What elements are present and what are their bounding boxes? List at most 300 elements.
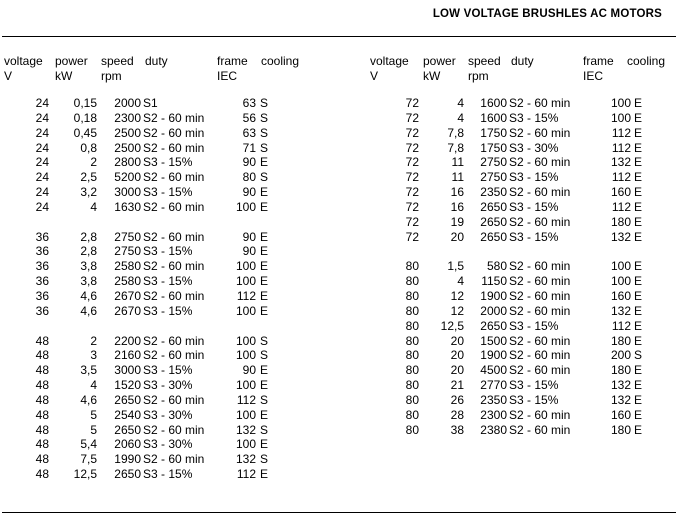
cooling-cell: E bbox=[260, 155, 269, 170]
duty-cell: S2 - 60 min bbox=[143, 333, 205, 348]
power-cell: 2 bbox=[90, 155, 97, 170]
voltage-cell: 72 bbox=[405, 170, 419, 185]
speed-cell: 2670 bbox=[114, 303, 141, 318]
power-cell: 12 bbox=[450, 288, 464, 303]
voltage-cell: 72 bbox=[405, 185, 419, 200]
speed-cell: 4500 bbox=[480, 363, 507, 378]
power-cell: 0,45 bbox=[73, 125, 97, 140]
speed-cell: 1990 bbox=[114, 452, 141, 467]
duty-cell: S2 - 60 min bbox=[509, 348, 571, 363]
table-row bbox=[366, 215, 681, 230]
cooling-cell: S bbox=[260, 140, 269, 155]
frame-cell: 100 bbox=[235, 333, 256, 348]
voltage-cell: 36 bbox=[35, 274, 49, 289]
voltage-cell: 72 bbox=[405, 110, 419, 125]
table-row bbox=[366, 393, 681, 408]
table-row bbox=[0, 155, 330, 170]
table-row bbox=[366, 274, 681, 289]
power-cell: 2,5 bbox=[80, 170, 97, 185]
voltage-cell: 72 bbox=[405, 199, 419, 214]
cooling-cell: S bbox=[260, 392, 269, 407]
frame-cell: 112 bbox=[236, 288, 256, 303]
table-row bbox=[0, 274, 330, 289]
table-row bbox=[0, 170, 330, 185]
voltage-cell: 48 bbox=[35, 333, 49, 348]
frame-cell: 132 bbox=[235, 452, 256, 467]
table-row bbox=[366, 363, 681, 378]
cooling-cell: E bbox=[260, 378, 269, 393]
table-row bbox=[0, 185, 330, 200]
voltage-cell: 48 bbox=[35, 378, 49, 393]
voltage-cell: 48 bbox=[35, 407, 49, 422]
voltage-cell: 80 bbox=[405, 363, 419, 378]
duty-cell: S3 - 30% bbox=[143, 407, 193, 422]
cooling-cell: E bbox=[260, 467, 269, 482]
voltage-cell: 80 bbox=[405, 407, 419, 422]
power-cell: 7,8 bbox=[447, 125, 464, 140]
cooling-cell: E bbox=[634, 303, 643, 318]
speed-cell: 2580 bbox=[114, 259, 141, 274]
table-row bbox=[0, 467, 330, 482]
cooling-cell: E bbox=[634, 407, 643, 422]
frame-cell: 100 bbox=[235, 348, 256, 363]
header-cooling: cooling bbox=[627, 54, 666, 68]
duty-cell: S3 - 15% bbox=[509, 170, 559, 185]
power-cell: 7,5 bbox=[80, 452, 97, 467]
speed-cell: 1630 bbox=[114, 199, 141, 214]
power-cell: 20 bbox=[450, 333, 464, 348]
power-cell: 5,4 bbox=[80, 437, 97, 452]
voltage-cell: 36 bbox=[35, 244, 49, 259]
duty-cell: S2 - 60 min bbox=[509, 125, 571, 140]
voltage-cell: 24 bbox=[35, 185, 49, 200]
power-cell: 20 bbox=[450, 348, 464, 363]
table-row bbox=[0, 111, 330, 126]
power-cell: 2,8 bbox=[80, 244, 97, 259]
cooling-cell: S bbox=[260, 422, 269, 437]
frame-cell: 100 bbox=[235, 274, 256, 289]
table-row bbox=[366, 423, 681, 438]
voltage-cell: 72 bbox=[405, 155, 419, 170]
speed-cell: 2540 bbox=[114, 407, 141, 422]
speed-cell: 2650 bbox=[480, 214, 507, 229]
speed-cell: 580 bbox=[486, 259, 507, 274]
cooling-cell: E bbox=[260, 185, 269, 200]
table-row bbox=[366, 126, 681, 141]
speed-cell: 2750 bbox=[480, 170, 507, 185]
frame-cell: 180 bbox=[610, 333, 631, 348]
duty-cell: S1 bbox=[143, 96, 158, 110]
power-cell: 4 bbox=[90, 378, 97, 393]
duty-cell: S2 - 60 min bbox=[143, 110, 205, 125]
cooling-cell: E bbox=[634, 140, 643, 155]
header-frame: frame IEC bbox=[217, 54, 248, 83]
table-row bbox=[0, 378, 330, 393]
table-row bbox=[0, 452, 330, 467]
cooling-cell: E bbox=[634, 274, 643, 289]
duty-cell: S2 - 60 min bbox=[509, 407, 571, 422]
table-row bbox=[366, 378, 681, 393]
frame-cell: 132 bbox=[610, 155, 631, 170]
speed-cell: 2300 bbox=[114, 110, 141, 125]
cooling-cell: E bbox=[634, 378, 643, 393]
cooling-cell: S bbox=[260, 333, 269, 348]
table-row bbox=[0, 96, 330, 111]
duty-cell: S3 - 15% bbox=[509, 199, 559, 214]
cooling-cell: E bbox=[260, 437, 269, 452]
voltage-cell: 80 bbox=[405, 274, 419, 289]
frame-cell: 100 bbox=[610, 259, 631, 274]
voltage-cell: 24 bbox=[35, 170, 49, 185]
voltage-cell: 80 bbox=[405, 333, 419, 348]
header-voltage: voltage V bbox=[4, 54, 43, 83]
power-cell: 2,8 bbox=[80, 229, 97, 244]
duty-cell: S3 - 15% bbox=[143, 244, 193, 259]
bottom-divider bbox=[2, 512, 676, 513]
duty-cell: S2 - 60 min bbox=[509, 288, 571, 303]
frame-cell: 112 bbox=[611, 199, 631, 214]
voltage-cell: 36 bbox=[35, 303, 49, 318]
duty-cell: S2 - 60 min bbox=[143, 259, 205, 274]
power-cell: 4,6 bbox=[80, 392, 97, 407]
duty-cell: S2 - 60 min bbox=[143, 452, 205, 467]
duty-cell: S2 - 60 min bbox=[143, 348, 205, 363]
frame-cell: 132 bbox=[610, 229, 631, 244]
power-cell: 4 bbox=[457, 274, 464, 289]
voltage-cell: 72 bbox=[405, 229, 419, 244]
voltage-cell: 36 bbox=[35, 259, 49, 274]
table-row bbox=[0, 126, 330, 141]
frame-cell: 56 bbox=[242, 110, 256, 125]
header-power: power kW bbox=[55, 54, 88, 83]
duty-cell: S3 - 15% bbox=[509, 392, 559, 407]
frame-cell: 180 bbox=[610, 363, 631, 378]
power-cell: 20 bbox=[450, 363, 464, 378]
power-cell: 1,5 bbox=[447, 259, 464, 274]
top-divider bbox=[2, 36, 676, 37]
table-row bbox=[0, 304, 330, 319]
cooling-cell: E bbox=[634, 125, 643, 140]
duty-cell: S2 - 60 min bbox=[509, 274, 571, 289]
cooling-cell: E bbox=[634, 333, 643, 348]
speed-cell: 2500 bbox=[114, 125, 141, 140]
voltage-cell: 48 bbox=[35, 437, 49, 452]
voltage-cell: 72 bbox=[405, 125, 419, 140]
table-row bbox=[366, 408, 681, 423]
frame-cell: 100 bbox=[610, 96, 631, 110]
power-cell: 21 bbox=[450, 378, 464, 393]
speed-cell: 2650 bbox=[114, 422, 141, 437]
table-row bbox=[0, 244, 330, 259]
voltage-cell: 24 bbox=[35, 140, 49, 155]
table-row bbox=[366, 304, 681, 319]
voltage-cell: 48 bbox=[35, 392, 49, 407]
table-row bbox=[366, 96, 681, 111]
frame-cell: 112 bbox=[611, 140, 631, 155]
voltage-cell: 80 bbox=[405, 348, 419, 363]
speed-cell: 2800 bbox=[114, 155, 141, 170]
cooling-cell: E bbox=[634, 185, 643, 200]
table-row bbox=[0, 363, 330, 378]
voltage-cell: 72 bbox=[405, 214, 419, 229]
speed-cell: 1500 bbox=[480, 333, 507, 348]
spacer-row bbox=[366, 244, 681, 259]
power-cell: 20 bbox=[450, 229, 464, 244]
table-row bbox=[0, 289, 330, 304]
header-voltage: voltage V bbox=[370, 54, 409, 83]
power-cell: 16 bbox=[450, 185, 464, 200]
power-cell: 3 bbox=[90, 348, 97, 363]
speed-cell: 2000 bbox=[114, 96, 141, 110]
frame-cell: 132 bbox=[610, 378, 631, 393]
power-cell: 16 bbox=[450, 199, 464, 214]
duty-cell: S2 - 60 min bbox=[509, 422, 571, 437]
frame-cell: 63 bbox=[242, 125, 256, 140]
frame-cell: 100 bbox=[235, 407, 256, 422]
cooling-cell: E bbox=[634, 96, 643, 110]
speed-cell: 3000 bbox=[114, 363, 141, 378]
speed-cell: 2650 bbox=[480, 229, 507, 244]
cooling-cell: S bbox=[260, 125, 269, 140]
speed-cell: 2580 bbox=[114, 274, 141, 289]
cooling-cell: E bbox=[634, 288, 643, 303]
table-row bbox=[0, 437, 330, 452]
duty-cell: S2 - 60 min bbox=[143, 392, 205, 407]
frame-cell: 132 bbox=[235, 422, 256, 437]
table-row bbox=[366, 141, 681, 156]
voltage-cell: 48 bbox=[35, 452, 49, 467]
frame-cell: 100 bbox=[610, 274, 631, 289]
speed-cell: 1520 bbox=[114, 378, 141, 393]
duty-cell: S3 - 15% bbox=[509, 110, 559, 125]
duty-cell: S3 - 15% bbox=[509, 318, 559, 333]
power-cell: 3,5 bbox=[80, 363, 97, 378]
frame-cell: 112 bbox=[236, 392, 256, 407]
speed-cell: 3000 bbox=[114, 185, 141, 200]
duty-cell: S2 - 60 min bbox=[509, 303, 571, 318]
table-row bbox=[366, 334, 681, 349]
table-row bbox=[366, 111, 681, 126]
power-cell: 4 bbox=[90, 199, 97, 214]
cooling-cell: E bbox=[260, 274, 269, 289]
table-row bbox=[0, 348, 330, 363]
table-row bbox=[0, 423, 330, 438]
document-title: LOW VOLTAGE BRUSHLES AC MOTORS bbox=[432, 8, 662, 20]
power-cell: 5 bbox=[90, 422, 97, 437]
cooling-cell: S bbox=[260, 110, 269, 125]
right-motor-table bbox=[366, 96, 681, 437]
duty-cell: S2 - 60 min bbox=[143, 422, 205, 437]
frame-cell: 132 bbox=[610, 392, 631, 407]
cooling-cell: S bbox=[260, 170, 269, 185]
cooling-cell: E bbox=[260, 363, 269, 378]
cooling-cell: E bbox=[260, 259, 269, 274]
cooling-cell: E bbox=[634, 318, 643, 333]
speed-cell: 2650 bbox=[480, 199, 507, 214]
power-cell: 7,8 bbox=[447, 140, 464, 155]
power-cell: 0,15 bbox=[73, 96, 97, 110]
speed-cell: 2350 bbox=[480, 392, 507, 407]
cooling-cell: E bbox=[634, 110, 643, 125]
header-frame: frame IEC bbox=[583, 54, 614, 83]
table-row bbox=[366, 155, 681, 170]
cooling-cell: S bbox=[634, 348, 643, 363]
frame-cell: 71 bbox=[242, 140, 256, 155]
cooling-cell: E bbox=[634, 229, 643, 244]
cooling-cell: E bbox=[634, 392, 643, 407]
voltage-cell: 80 bbox=[405, 288, 419, 303]
voltage-cell: 80 bbox=[405, 259, 419, 274]
speed-cell: 2000 bbox=[480, 303, 507, 318]
voltage-cell: 48 bbox=[35, 467, 49, 482]
speed-cell: 1900 bbox=[480, 348, 507, 363]
power-cell: 26 bbox=[450, 392, 464, 407]
speed-cell: 2650 bbox=[114, 392, 141, 407]
frame-cell: 180 bbox=[610, 422, 631, 437]
duty-cell: S3 - 15% bbox=[509, 378, 559, 393]
voltage-cell: 80 bbox=[405, 318, 419, 333]
speed-cell: 2750 bbox=[114, 244, 141, 259]
duty-cell: S2 - 60 min bbox=[143, 140, 205, 155]
table-row bbox=[366, 348, 681, 363]
speed-cell: 1750 bbox=[480, 140, 507, 155]
speed-cell: 2160 bbox=[114, 348, 141, 363]
duty-cell: S3 - 15% bbox=[509, 229, 559, 244]
duty-cell: S3 - 30% bbox=[143, 378, 193, 393]
duty-cell: S3 - 15% bbox=[143, 274, 193, 289]
power-cell: 0,18 bbox=[73, 110, 97, 125]
duty-cell: S2 - 60 min bbox=[509, 333, 571, 348]
cooling-cell: E bbox=[634, 170, 643, 185]
voltage-cell: 48 bbox=[35, 348, 49, 363]
frame-cell: 100 bbox=[235, 199, 256, 214]
cooling-cell: S bbox=[260, 348, 269, 363]
duty-cell: S3 - 15% bbox=[143, 185, 193, 200]
voltage-cell: 72 bbox=[405, 140, 419, 155]
cooling-cell: E bbox=[260, 288, 269, 303]
duty-cell: S3 - 15% bbox=[143, 467, 193, 482]
table-row bbox=[0, 230, 330, 245]
cooling-cell: E bbox=[634, 259, 643, 274]
frame-cell: 100 bbox=[610, 110, 631, 125]
voltage-cell: 72 bbox=[405, 96, 419, 110]
voltage-cell: 24 bbox=[35, 96, 49, 110]
table-row bbox=[366, 185, 681, 200]
speed-cell: 2500 bbox=[114, 140, 141, 155]
voltage-cell: 80 bbox=[405, 303, 419, 318]
power-cell: 5 bbox=[90, 407, 97, 422]
cooling-cell: S bbox=[260, 452, 269, 467]
cooling-cell: E bbox=[260, 229, 269, 244]
speed-cell: 2350 bbox=[480, 185, 507, 200]
frame-cell: 100 bbox=[235, 303, 256, 318]
power-cell: 12 bbox=[450, 303, 464, 318]
speed-cell: 1600 bbox=[480, 96, 507, 110]
cooling-cell: S bbox=[260, 96, 269, 110]
frame-cell: 100 bbox=[235, 437, 256, 452]
power-cell: 4,6 bbox=[80, 288, 97, 303]
power-cell: 12,5 bbox=[440, 318, 464, 333]
power-cell: 2 bbox=[90, 333, 97, 348]
frame-cell: 100 bbox=[235, 378, 256, 393]
frame-cell: 100 bbox=[235, 259, 256, 274]
table-row bbox=[0, 141, 330, 156]
table-row bbox=[0, 259, 330, 274]
power-cell: 3,8 bbox=[80, 259, 97, 274]
speed-cell: 2380 bbox=[480, 422, 507, 437]
table-row bbox=[366, 230, 681, 245]
speed-cell: 2670 bbox=[114, 288, 141, 303]
frame-cell: 160 bbox=[610, 288, 631, 303]
table-row bbox=[0, 408, 330, 423]
table-row bbox=[0, 334, 330, 349]
cooling-cell: E bbox=[634, 214, 643, 229]
power-cell: 19 bbox=[450, 214, 464, 229]
voltage-cell: 48 bbox=[35, 422, 49, 437]
cooling-cell: E bbox=[634, 155, 643, 170]
duty-cell: S2 - 60 min bbox=[509, 185, 571, 200]
speed-cell: 2750 bbox=[480, 155, 507, 170]
duty-cell: S2 - 60 min bbox=[509, 214, 571, 229]
speed-cell: 1150 bbox=[481, 274, 507, 289]
cooling-cell: E bbox=[634, 199, 643, 214]
duty-cell: S3 - 30% bbox=[509, 140, 559, 155]
header-speed: speed rpm bbox=[101, 54, 134, 83]
header-power: power kW bbox=[423, 54, 456, 83]
speed-cell: 2650 bbox=[480, 318, 507, 333]
table-row bbox=[0, 200, 330, 215]
table-row bbox=[366, 289, 681, 304]
power-cell: 4 bbox=[457, 96, 464, 110]
frame-cell: 112 bbox=[611, 125, 631, 140]
cooling-cell: E bbox=[260, 199, 269, 214]
frame-cell: 160 bbox=[610, 407, 631, 422]
power-cell: 28 bbox=[450, 407, 464, 422]
header-cooling: cooling bbox=[261, 54, 300, 68]
frame-cell: 90 bbox=[242, 229, 256, 244]
speed-cell: 1750 bbox=[480, 125, 507, 140]
left-motor-table bbox=[0, 96, 330, 482]
spacer-row bbox=[0, 319, 330, 334]
header-duty: duty bbox=[511, 54, 534, 68]
table-row bbox=[0, 393, 330, 408]
voltage-cell: 80 bbox=[405, 392, 419, 407]
table-row bbox=[366, 170, 681, 185]
frame-cell: 80 bbox=[242, 170, 256, 185]
power-cell: 3,2 bbox=[80, 185, 97, 200]
duty-cell: S2 - 60 min bbox=[509, 363, 571, 378]
voltage-cell: 24 bbox=[35, 199, 49, 214]
duty-cell: S2 - 60 min bbox=[143, 170, 205, 185]
table-row bbox=[366, 259, 681, 274]
speed-cell: 2300 bbox=[480, 407, 507, 422]
cooling-cell: E bbox=[260, 244, 269, 259]
voltage-cell: 80 bbox=[405, 378, 419, 393]
frame-cell: 200 bbox=[610, 348, 631, 363]
frame-cell: 90 bbox=[242, 244, 256, 259]
power-cell: 38 bbox=[450, 422, 464, 437]
header-speed: speed rpm bbox=[468, 54, 501, 83]
power-cell: 12,5 bbox=[73, 467, 97, 482]
table-row bbox=[366, 319, 681, 334]
frame-cell: 90 bbox=[242, 155, 256, 170]
speed-cell: 2770 bbox=[480, 378, 507, 393]
table-row bbox=[366, 200, 681, 215]
voltage-cell: 24 bbox=[35, 155, 49, 170]
duty-cell: S2 - 60 min bbox=[143, 125, 205, 140]
power-cell: 11 bbox=[451, 155, 464, 170]
cooling-cell: E bbox=[634, 422, 643, 437]
